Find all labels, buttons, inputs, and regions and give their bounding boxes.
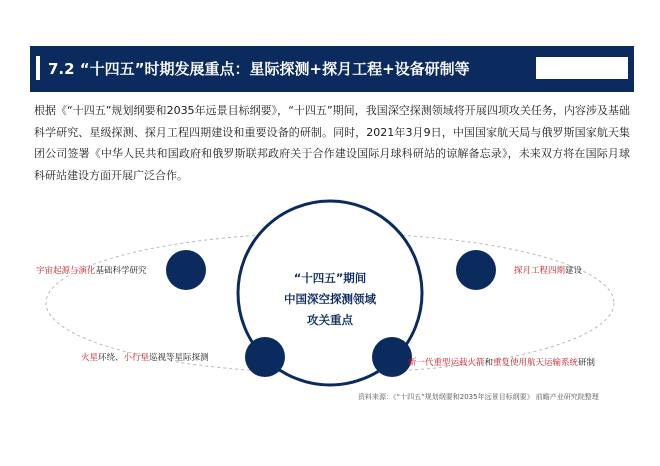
label-bottom-right-highlight-2: 重复使用航天运输系统 xyxy=(493,358,579,368)
page-title: 7.2 “十四五”时期发展重点：星际探测+探月工程+设备研制等 xyxy=(48,60,470,78)
node-bottom-right xyxy=(372,337,412,377)
label-top-right xyxy=(514,264,582,276)
label-bottom-right-text-2: 研制 xyxy=(578,358,596,368)
label-top-right-rest: 建设 xyxy=(565,266,583,276)
label-bottom-right xyxy=(408,356,595,368)
node-top-right xyxy=(456,250,496,290)
center-line-2: 中国深空探测领域 xyxy=(284,292,376,306)
center-label xyxy=(255,268,405,331)
label-bottom-left xyxy=(81,351,209,363)
label-top-left-highlight: 宇宙起源与演化 xyxy=(36,266,96,276)
label-bottom-left-highlight-2: 小行星 xyxy=(123,353,150,363)
label-top-left-rest: 基础科学研究 xyxy=(95,266,147,276)
label-bottom-left-text-1: 环绕、 xyxy=(98,353,124,363)
label-bottom-right-highlight-1: 新一代重型运载火箭 xyxy=(408,358,485,368)
label-top-right-highlight: 探月工程四期 xyxy=(514,266,566,276)
label-bottom-right-text-1: 和 xyxy=(484,358,494,368)
intro-paragraph: 根据《“十四五”规划纲要和2035年远景目标纲要》，“十四五”期间，我国深空探测领域将开展四项攻关任务，内容涉及基础科学研究、星级探测、探月工程四期建设和重要设备的研制。同时，2021年3月9日，中国国家航天局与俄罗斯国家航天集团公司签署《中华人民共和国政府和俄罗斯联邦政府关于合作建设国际月球科研站的谅解备忘录》，未来双方将在国际月球科研站建设方面开展广泛合作。 xyxy=(34,104,630,182)
label-top-left xyxy=(36,264,147,276)
source-note: 资料来源：《“十四五”规划纲要和2035年远景目标纲要》 前瞻产业研究院整理 xyxy=(358,393,599,401)
node-bottom-left xyxy=(245,337,285,377)
label-bottom-left-highlight-1: 火星 xyxy=(81,353,99,363)
label-bottom-left-text-2: 巡视等星际探测 xyxy=(149,353,209,363)
center-line-1: “十四五”期间 xyxy=(293,271,367,285)
node-top-left xyxy=(166,250,206,290)
center-line-3: 攻关重点 xyxy=(307,313,353,327)
